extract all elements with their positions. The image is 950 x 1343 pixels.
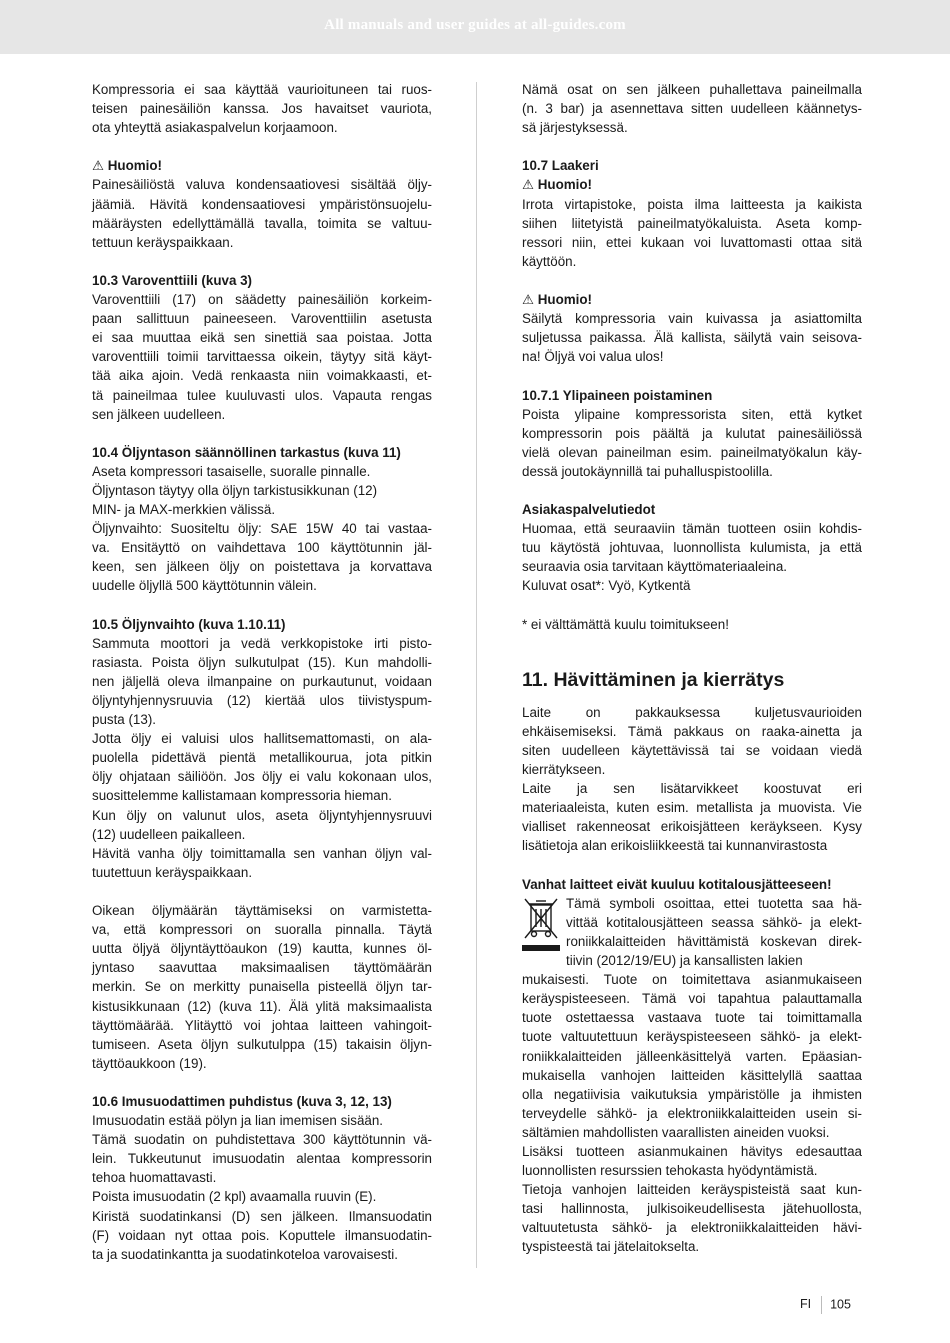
text-line: roniikkalaitteiden jälleenkäsittelyä varten. Epäasian- xyxy=(522,1048,862,1064)
text-line: Irrota virtapistoke, poista ilma laitteesta ja kaikista xyxy=(522,196,862,212)
text-line: Oikean öljymäärän täyttämiseksi on varmistetta- xyxy=(92,903,432,919)
text-line: (12) uudelleen paikalleen. xyxy=(92,826,246,842)
text-line: rasiasta. Poista öljyn sulkutulpat (15). Kun mahdolli- xyxy=(92,654,432,670)
text-line: ta ja suodatinkantta ja suodatinkoteloa varovaisesti. xyxy=(92,1246,398,1262)
text-line: Öljynvaihto: Suositeltu öljy: SAE 15W 40 tai vastaa- xyxy=(92,521,432,537)
text-line: suljetussa paikassa. Älä kallista, säilytä vain seisova- xyxy=(522,330,862,346)
text-line: keen, sen jälkeen öljy on poistettava ja korvattava xyxy=(92,559,432,575)
text-line: Laite on pakkauksessa kuljetusvaurioiden xyxy=(522,704,862,720)
text-line: olla negatiivisia vaikutuksia ympäristölle ja ihmisten xyxy=(522,1086,862,1102)
text-line: tumiseen. Aseta öljyn sulkutulppa (15) takaisin öljyn- xyxy=(92,1036,432,1052)
section-10-6-text xyxy=(92,1111,432,1264)
footnote: * ei välttämättä kuulu toimitukseen! xyxy=(522,616,729,632)
text-line: jyntaso saavuttaa maksimaalisen täyttömäärän xyxy=(92,960,432,976)
text-line: ei saa muuttaa eikä sen sinettiä saa poistaa. Jotta xyxy=(92,330,432,346)
text-line: Sammuta moottori ja vedä verkkopistoke irti pisto- xyxy=(92,635,432,651)
damaged-tank-paragraph xyxy=(92,80,432,137)
text-line: tyspisteestä tai jätelaitokselta. xyxy=(522,1239,700,1255)
text-line: ressori niin, ettei kukaan voi luvattomasti ottaa sitä xyxy=(522,234,862,250)
text-line: öljyntyhjennysruuvia (12) kiertää ulos tiivistyspum- xyxy=(92,693,432,708)
page-footer xyxy=(800,1296,851,1314)
text-line: va. Ensitäyttö on vaihdettava 100 käyttötunnin jäl- xyxy=(92,540,432,556)
text-line: Poista ylipaine kompressorista siten, että kytket xyxy=(522,406,862,422)
text-line: Tietoja vanhojen laitteiden keräyspisteistä saat kun- xyxy=(522,1182,862,1198)
weee-text xyxy=(522,970,862,1256)
footer-separator xyxy=(821,1296,822,1314)
text-line: nen jäljellä oleva ilmanpaine on purkautunut, voidaan xyxy=(92,673,432,689)
text-line: lein. Tukkeutunut imusuodatin alentaa kompressorin xyxy=(92,1151,432,1167)
top-banner xyxy=(0,0,950,54)
text-line: sen jälkeen uudelleen. xyxy=(92,406,226,422)
text-line: tehoa huomattavasti. xyxy=(92,1170,217,1186)
text-line: siihen liitetyistä paineilmatyökaluista. Aseta komp- xyxy=(522,215,862,231)
text-line: va, että kompressori on suoralla pinnalla. Täytä xyxy=(92,922,432,938)
text-line: tiivin (2012/19/EU) ja kansallisten lakien xyxy=(566,953,803,969)
text-line: tä paineilmaa tulee kuuluvasti ulos. Vapauta rengas xyxy=(92,387,432,403)
crossed-out-wheelie-bin-icon xyxy=(522,896,560,954)
note-2-text xyxy=(522,195,862,271)
text-line: pusta (13). xyxy=(92,712,157,728)
text-line: Tämä symboli osoittaa, ettei tuotetta saa hä- xyxy=(566,895,862,911)
text-line: Huomaa, että seuraaviin tämän tuotteen osiin kohdis- xyxy=(522,521,862,537)
text-line: merkin. Se on merkitty punaisella pisteellä öljyn tar- xyxy=(92,979,432,995)
text-line: vielä olevan paineilman esim. paineilmatyökalun käy- xyxy=(522,444,862,460)
text-line: Kiristä suodatinkansi (D) sen jälkeen. Ilmansuodatin xyxy=(92,1208,432,1224)
text-line: sältämien mahdollisten vaarallisten aineiden vuoksi. xyxy=(522,1124,830,1140)
text-line: roniikkalaitteiden hävittämistä koskevan direk- xyxy=(566,933,862,949)
text-line: keräyspisteeseen. Tämä voi tapahtua palauttamalla xyxy=(522,991,862,1007)
note-3-text xyxy=(522,309,862,366)
note-3-title: ⚠ Huomio! xyxy=(522,292,593,308)
text-line: kompressorin pois päältä ja kulutat painesäiliössä xyxy=(522,425,862,441)
section-10-5-text xyxy=(92,634,432,882)
heading-10-4: 10.4 Öljyntason säännöllinen tarkastus (kuva 11) xyxy=(92,444,401,460)
text-line: suosittelemme kallistamaan kompressoria hieman. xyxy=(92,788,392,804)
section-10-7-1-text xyxy=(522,405,862,481)
text-line: Laite ja sen lisätarvikkeet koostuvat eri xyxy=(522,781,862,797)
text-line: Öljyntason täytyy olla öljyn tarkistusikkunan (12) xyxy=(92,482,378,498)
text-line: teisen painesäiliön kanssa. Jos havaitset vauriota, xyxy=(92,101,432,117)
text-line: luonnollisten resurssien tehokasta hyödyntämistä. xyxy=(522,1163,818,1179)
column-divider xyxy=(476,82,477,1268)
text-line: Kompressoria ei saa käyttää vaurioituneen tai ruos- xyxy=(92,82,432,97)
text-line: materiaaleista, kuten esim. metallista ja muovista. Vie xyxy=(522,800,862,816)
note-1-text xyxy=(92,175,432,251)
text-line: (F) voidaan nyt ottaa pois. Koputtele ilmansuodatin- xyxy=(92,1227,432,1243)
text-line: tasi hallinnosta, julkisoikeudellisesta jätehuollosta, xyxy=(522,1201,862,1217)
text-line: Poista imusuodatin (2 kpl) avaamalla ruuvin (E). xyxy=(92,1189,377,1205)
text-line: tuu käytöstä johtuvaa, luonnollista kulumista, ja että xyxy=(522,540,862,556)
text-line: Lisäksi tuotteen asianmukainen hävitys edesauttaa xyxy=(522,1143,862,1159)
text-line: Imusuodatin estää pölyn ja lian imemisen sisään. xyxy=(92,1113,384,1129)
text-line: puolella pidettävä pientä metallikourua, jota pitkin xyxy=(92,750,432,766)
text-line: MIN- ja MAX-merkkien välissä. xyxy=(92,502,276,518)
text-line: täyttöaukkoon (19). xyxy=(92,1055,207,1071)
text-line: tettuun keräyspaikkaan. xyxy=(92,234,234,250)
right-column xyxy=(522,80,862,1257)
text-line: Painesäiliöstä valuva kondensaatiovesi sisältää öljy- xyxy=(92,177,432,193)
text-line: (n. 3 bar) ja asennettava sitten uudelleen käännetys- xyxy=(522,101,862,117)
heading-10-7-1: 10.7.1 Ylipaineen poistaminen xyxy=(522,387,713,403)
heading-weee: Vanhat laitteet eivät kuuluu kotitalousjätteeseen! xyxy=(522,876,832,892)
heading-11: 11. Hävittäminen ja kierrätys xyxy=(522,668,785,691)
language-code: FI xyxy=(800,1297,812,1312)
text-line: Tämä suodatin on puhdistettava 300 käyttötunnin vä- xyxy=(92,1132,432,1148)
text-line: ehkäisemiseksi. Tämä pakkaus on raaka-ainetta ja xyxy=(522,723,862,739)
text-line: paan sallittuun paineeseen. Varoventtiilin asetusta xyxy=(92,311,432,327)
text-line: valtuutetusta sähkö- ja elektroniikkalaitteiden hävi- xyxy=(522,1220,862,1236)
heading-10-6: 10.6 Imusuodattimen puhdistus (kuva 3, 12, 13) xyxy=(92,1093,392,1109)
text-line: uutta öljyä öljyntäyttöaukon (19) kautta, kunnes öl- xyxy=(92,941,432,957)
text-line: Hävitä vanha öljy toimittamalla sen vanhan öljyn val- xyxy=(92,845,432,861)
text-line: Aseta kompressori tasaiselle, suoralle pinnalle. xyxy=(92,463,371,479)
text-line: Kun öljy on valunut ulos, aseta öljyntyhjennysruuvi xyxy=(92,807,432,823)
section-10-5-fill-text xyxy=(92,901,432,1073)
heading-10-5: 10.5 Öljynvaihto (kuva 1.10.11) xyxy=(92,616,286,632)
text-line: dessä joutokäynnillä tai puhalluspistoolilla. xyxy=(522,463,773,479)
heading-customer-service: Asiakaspalvelutiedot xyxy=(522,502,656,518)
weee-block xyxy=(522,894,862,970)
text-line: ota yhteyttä asiakaspalvelun korjaamoon. xyxy=(92,120,338,136)
text-line: siten uudelleen käytettävissä tai se voidaan viedä xyxy=(522,743,862,758)
text-line: Jotta öljy ei valuisi ulos hallitsemattomasti, on ala- xyxy=(92,731,432,747)
text-line: vialliset rakenneosat erikoisjätteen keräykseen. Kysy xyxy=(522,819,862,835)
text-line: terveydelle sähkö- ja elektroniikkalaitteiden usein si- xyxy=(522,1105,862,1121)
text-line: varoventtiili toimii tarvittaessa oikein, täytyy sitä käyt- xyxy=(92,349,432,365)
text-line: seuraavia osia tarvitaan käyttömateriaaleina. xyxy=(522,559,787,575)
left-column xyxy=(92,80,432,1264)
text-line: tää aika ajoin. Vedä renkaasta niin voimakkaasti, et- xyxy=(92,368,432,384)
section-10-4-text xyxy=(92,462,432,596)
page-number: 105 xyxy=(830,1297,851,1312)
text-line: Nämä osat on sen jälkeen puhallettava paineilmalla xyxy=(522,82,862,97)
text-line: kierrätykseen. xyxy=(522,762,606,778)
heading-10-3: 10.3 Varoventtiili (kuva 3) xyxy=(92,272,253,288)
text-line: uudelle öljyllä 500 käyttötunnin välein. xyxy=(92,578,317,594)
note-2-title: ⚠ Huomio! xyxy=(522,177,593,193)
section-10-6-continued xyxy=(522,80,862,137)
text-line: lisätietoja alan erikoisliikkeestä tai kunnanvirastosta xyxy=(522,838,828,854)
text-line: na! Öljyä voi valua ulos! xyxy=(522,349,664,365)
text-line: jäämiä. Hävitä kondensaatiovesi ympäristönsuojelu- xyxy=(92,196,432,212)
heading-10-7: 10.7 Laakeri xyxy=(522,158,599,174)
weee-side-text xyxy=(522,894,862,970)
note-1-title: ⚠ Huomio! xyxy=(92,158,163,174)
text-line: käyttöön. xyxy=(522,253,577,269)
banner-text: All manuals and user guides at all-guides.com xyxy=(324,17,626,33)
text-line: vittää kotitalousjätteen seassa sähkö- ja elekt- xyxy=(566,914,862,930)
text-line: mukaisella vanhojen laitteiden käsittelyllä saattaa xyxy=(522,1067,862,1083)
customer-service-text xyxy=(522,519,862,595)
text-line: Kuluvat osat*: Vyö, Kytkentä xyxy=(522,578,691,594)
text-line: täyttömäärää. Ylitäyttö voi johtaa laitteen vahingoit- xyxy=(92,1017,432,1033)
text-line: tuutettuun keräyspaikkaan. xyxy=(92,864,253,880)
text-line: sä järjestyksessä. xyxy=(522,120,628,136)
text-line: mukaisesti. Tuote on toimitettava asianmukaiseen xyxy=(522,972,862,988)
text-line: Säilytä kompressoria vain kuivassa ja asiattomilta xyxy=(522,311,862,327)
text-line: määräysten edellyttämällä tavalla, toimita se valtuu- xyxy=(92,215,432,231)
text-line: öljy ohjataan säiliöön. Jos öljy ei valu kokonaan ulos, xyxy=(92,769,432,785)
section-10-3-text xyxy=(92,290,432,424)
text-line: tuote ostettaessa vastaava tuote tai toimittamalla xyxy=(522,1010,862,1026)
section-11-text xyxy=(522,703,862,856)
text-line: Varoventtiili (17) on säädetty painesäiliön korkeim- xyxy=(92,292,432,308)
text-line: tuote valtuutettuun keräyspisteeseen sähkö- ja elekt- xyxy=(522,1029,862,1045)
text-line: kistusikkunaan (12) (kuva 11). Älä ylitä maksimaalista xyxy=(92,998,432,1014)
